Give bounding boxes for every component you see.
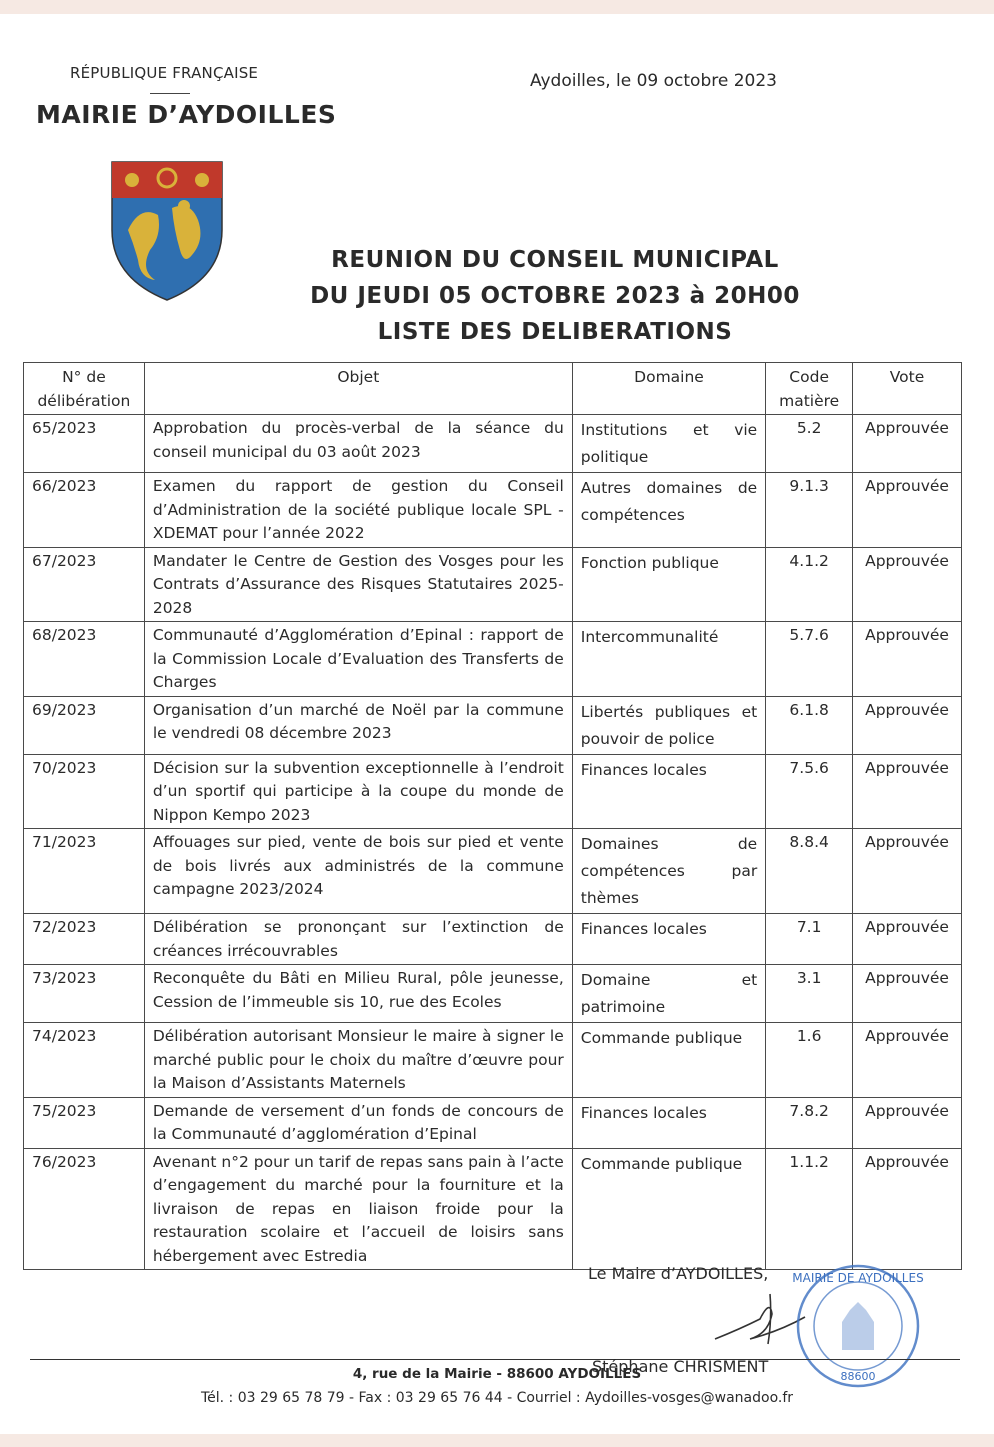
table-row — [24, 1097, 962, 1148]
cell-num: 72/2023 — [24, 914, 145, 965]
cell-objet: Organisation d’un marché de Noël par la commune le vendredi 08 décembre 2023 — [144, 696, 572, 754]
footer-address — [0, 1366, 994, 1382]
mayor-name: Stéphane CHRISMENT — [592, 1357, 769, 1376]
republique-francaise-label: RÉPUBLIQUE FRANÇAISE — [70, 64, 259, 82]
table-row — [24, 415, 962, 473]
cell-domaine: Finances locales — [572, 1097, 765, 1148]
cell-code: 3.1 — [766, 965, 853, 1023]
cell-vote: Approuvée — [853, 622, 962, 697]
table-row — [24, 547, 962, 622]
table-row — [24, 754, 962, 829]
cell-vote: Approuvée — [853, 1023, 962, 1098]
table-row — [24, 622, 962, 697]
heading-line-2: DU JEUDI 05 OCTOBRE 2023 à 20H00 — [310, 283, 800, 309]
cell-objet: Mandater le Centre de Gestion des Vosges pour les Contrats d’Assurance des Risques Statutaires 2025-2028 — [144, 547, 572, 622]
cell-vote: Approuvée — [853, 1148, 962, 1270]
heading-line-1: REUNION DU CONSEIL MUNICIPAL — [331, 247, 779, 273]
cell-code: 7.1 — [766, 914, 853, 965]
cell-vote: Approuvée — [853, 696, 962, 754]
cell-domaine: Domaines de compétences par thèmes — [572, 829, 765, 914]
contact-text: Tél. : 03 29 65 78 79 - Fax : 03 29 65 76 44 - Courriel : Aydoilles-vosges@wanadoo.fr — [200, 1390, 794, 1406]
cell-num: 71/2023 — [24, 829, 145, 914]
cell-vote: Approuvée — [853, 914, 962, 965]
cell-objet: Affouages sur pied, vente de bois sur pied et vente de bois livrés aux administrés de la commune campagne 2023/2024 — [144, 829, 572, 914]
cell-num: 65/2023 — [24, 415, 145, 473]
cell-domaine: Fonction publique — [572, 547, 765, 622]
cell-domaine: Finances locales — [572, 914, 765, 965]
cell-code: 8.8.4 — [766, 829, 853, 914]
mayor-signature-label: Le Maire d’AYDOILLES, — [588, 1264, 769, 1283]
cell-code: 4.1.2 — [766, 547, 853, 622]
document-page — [0, 14, 994, 1434]
cell-vote: Approuvée — [853, 965, 962, 1023]
stamp-text: MAIRIE DE AYDOILLES — [792, 1271, 924, 1285]
cell-objet: Délibération se prononçant sur l’extinction de créances irrécouvrables — [144, 914, 572, 965]
footer-divider — [30, 1359, 960, 1360]
table-row — [24, 1148, 962, 1270]
footer-contact — [0, 1390, 994, 1406]
table-row — [24, 965, 962, 1023]
header-objet: Objet — [144, 363, 572, 415]
cell-objet: Délibération autorisant Monsieur le maire à signer le marché public pour le choix du maître d’œuvre pour la Maison d’Assistants Maternels — [144, 1023, 572, 1098]
cell-vote: Approuvée — [853, 415, 962, 473]
header-vote: Vote — [853, 363, 962, 415]
cell-vote: Approuvée — [853, 547, 962, 622]
table-row — [24, 914, 962, 965]
table-row — [24, 473, 962, 548]
cell-objet: Avenant n°2 pour un tarif de repas sans pain à l’acte d’engagement du marché pour la fourniture et la livraison de repas en liaison froide pour la restauration scolaire et l’accueil de loisirs sans hébergement avec Estredia — [144, 1148, 572, 1270]
table-row — [24, 696, 962, 754]
cell-domaine: Commande publique — [572, 1023, 765, 1098]
cell-num: 66/2023 — [24, 473, 145, 548]
cell-code: 5.7.6 — [766, 622, 853, 697]
cell-num: 67/2023 — [24, 547, 145, 622]
cell-domaine: Commande publique — [572, 1148, 765, 1270]
cell-vote: Approuvée — [853, 473, 962, 548]
cell-objet: Demande de versement d’un fonds de concours de la Communauté d’agglomération d’Epinal — [144, 1097, 572, 1148]
cell-num: 69/2023 — [24, 696, 145, 754]
deliberations-table — [23, 362, 962, 1270]
stamp-code: 88600 — [840, 1370, 876, 1383]
cell-domaine: Intercommunalité — [572, 622, 765, 697]
table-row — [24, 1023, 962, 1098]
cell-domaine: Finances locales — [572, 754, 765, 829]
mairie-title: MAIRIE D’AYDOILLES — [36, 100, 337, 129]
cell-num: 74/2023 — [24, 1023, 145, 1098]
cell-objet: Communauté d’Agglomération d’Epinal : rapport de la Commission Locale d’Evaluation des Transferts de Charges — [144, 622, 572, 697]
cell-vote: Approuvée — [853, 829, 962, 914]
date-line: Aydoilles, le 09 octobre 2023 — [530, 71, 777, 91]
table-header-row — [24, 363, 962, 415]
cell-vote: Approuvée — [853, 1097, 962, 1148]
header-domaine: Domaine — [572, 363, 765, 415]
address-text: 4, rue de la Mairie - 88600 AYDOILLES — [352, 1366, 642, 1382]
cell-code: 1.6 — [766, 1023, 853, 1098]
cell-code: 7.8.2 — [766, 1097, 853, 1148]
meeting-heading — [250, 242, 860, 350]
cell-domaine: Domaine et patrimoine — [572, 965, 765, 1023]
heading-line-3: LISTE DES DELIBERATIONS — [377, 319, 733, 345]
cell-objet: Reconquête du Bâti en Milieu Rural, pôle jeunesse, Cession de l’immeuble sis 10, rue des Ecoles — [144, 965, 572, 1023]
header-num: N° de délibération — [24, 363, 145, 415]
cell-num: 73/2023 — [24, 965, 145, 1023]
cell-domaine: Libertés publiques et pouvoir de police — [572, 696, 765, 754]
coat-of-arms-icon — [110, 160, 224, 302]
cell-vote: Approuvée — [853, 754, 962, 829]
cell-domaine: Institutions et vie politique — [572, 415, 765, 473]
table-row — [24, 829, 962, 914]
cell-code: 9.1.3 — [766, 473, 853, 548]
cell-code: 5.2 — [766, 415, 853, 473]
cell-code: 6.1.8 — [766, 696, 853, 754]
header-divider — [150, 93, 190, 94]
cell-objet: Décision sur la subvention exceptionnelle à l’endroit d’un sportif qui participe à la coupe du monde de Nippon Kempo 2023 — [144, 754, 572, 829]
cell-objet: Approbation du procès-verbal de la séance du conseil municipal du 03 août 2023 — [144, 415, 572, 473]
cell-num: 76/2023 — [24, 1148, 145, 1270]
cell-num: 75/2023 — [24, 1097, 145, 1148]
cell-num: 68/2023 — [24, 622, 145, 697]
cell-num: 70/2023 — [24, 754, 145, 829]
header-code: Code matière — [766, 363, 853, 415]
cell-domaine: Autres domaines de compétences — [572, 473, 765, 548]
cell-code: 7.5.6 — [766, 754, 853, 829]
cell-code: 1.1.2 — [766, 1148, 853, 1270]
cell-objet: Examen du rapport de gestion du Conseil d’Administration de la société publique locale SPL - XDEMAT pour l’année 2022 — [144, 473, 572, 548]
